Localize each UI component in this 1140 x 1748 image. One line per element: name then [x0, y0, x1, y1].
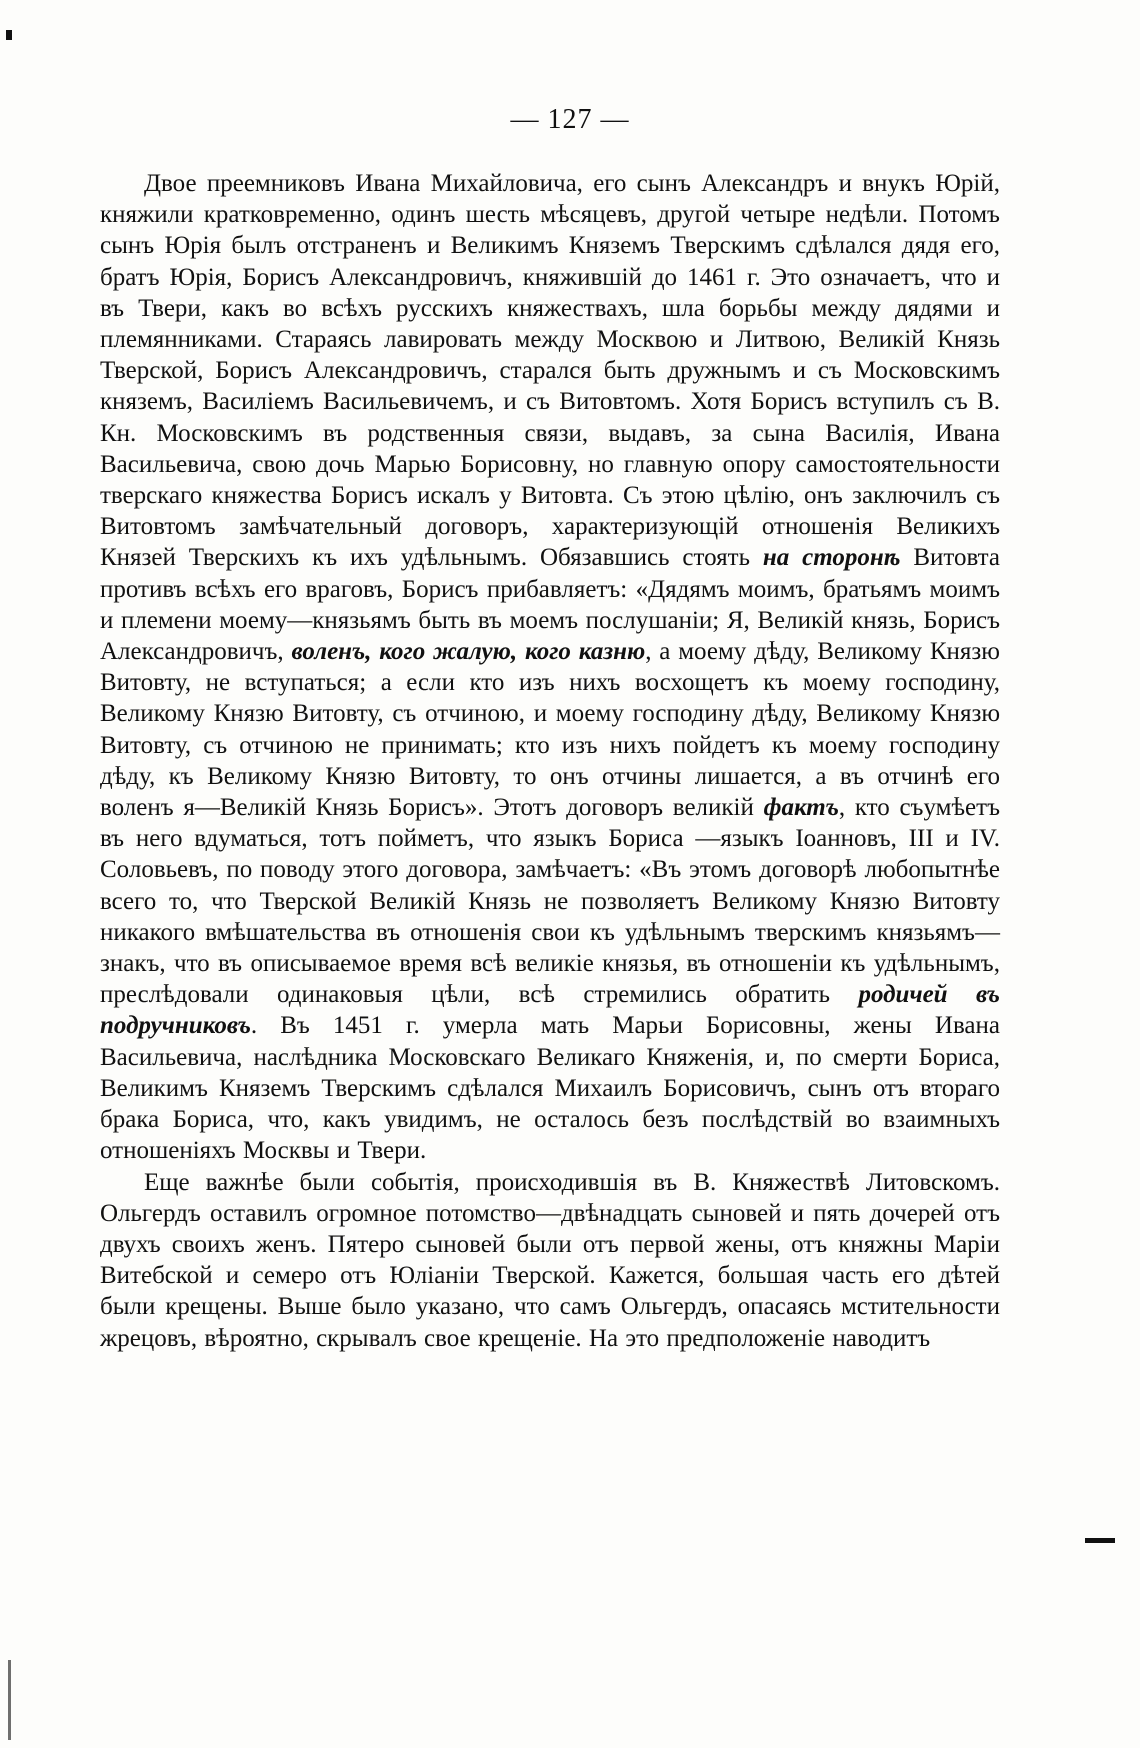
text-run: , а моему дѣду, Великому Князю Витовту, не вступаться; а если кто изъ нихъ восхощетъ къ моему господину, Великому Князю Витовту, съ отчиною, и моему господину дѣду, Великому Князю Витовту, съ отчиною не принимать; кто изъ нихъ пойдетъ къ моему господину дѣду, къ Великому Князю Витовту, то онъ отчины лишается, а въ отчинѣ его воленъ я—Великій Князь Борисъ». Этотъ договоръ великій [100, 638, 1000, 822]
scan-mark [6, 30, 12, 40]
emphasis-run: воленъ, кого жалую, кого казню [291, 638, 646, 666]
paragraph [100, 168, 1000, 1167]
emphasis-run: на сторонѣ [762, 544, 901, 572]
scan-mark [1085, 1538, 1115, 1543]
page-number: — 127 — [510, 104, 630, 135]
text-run: Еще важнѣе были событія, происходившія въ В. Княжествѣ Литовскомъ. Ольгердъ оставилъ огромное потомство—двѣнадцать сыновей и пять дочерей отъ двухъ своихъ женъ. Пятеро сыновей были отъ первой жены, отъ княжны Маріи Витебской и семеро отъ Юліаніи Тверской. Кажется, большая часть его дѣтей были крещены. Выше было указано, что самъ Ольгердъ, опасаясь мстительности жрецовъ, вѣроятно, скрывалъ свое крещеніе. На это предположеніе наводитъ [100, 1168, 1000, 1352]
body-text [100, 168, 1000, 1354]
emphasis-run: родичей въ подручниковъ [100, 981, 1000, 1040]
text-run: , кто съумѣетъ въ него вдуматься, тотъ пойметъ, что языкъ Бориса —языкъ Іоанновъ, III и IV. Соловьевъ, по поводу этого договора, замѣчаетъ: «Въ этомъ договорѣ любопытнѣе всего то, что Тверской Великій Князь не позволяетъ Великому Князю Витовту никакого вмѣшательства въ отношенія свои къ удѣльнымъ тверскимъ князьямъ—знакъ, что въ описываемое время всѣ великіе князья, въ отношеніи къ удѣльнымъ, преслѣдовали одинаковыя цѣли, всѣ стремились обратить [100, 794, 1000, 1009]
paragraph [100, 1167, 1000, 1354]
text-run: Витовта противъ всѣхъ его враговъ, Борисъ прибавляетъ: «Дядямъ моимъ, братьямъ моимъ и племени моему—князьямъ быть въ моемъ послушаніи; Я, Великій князь, Борисъ Александровичъ, [100, 544, 1000, 666]
scan-mark [8, 1660, 11, 1740]
text-run: . Въ 1451 г. умерла мать Марьи Борисовны, жены Ивана Васильевича, наслѣдника Московскаго Великаго Княженія, и, по смерти Бориса, Великимъ Княземъ Тверскимъ сдѣлался Михаилъ Борисовичъ, сынъ отъ втораго брака Бориса, что, какъ увидимъ, не осталось безъ послѣдствій во взаимныхъ отношеніяхъ Москвы и Твери. [100, 1012, 1000, 1165]
text-run: Двое преемниковъ Ивана Михайловича, его сынъ Александръ и внукъ Юрій, княжили кратковременно, одинъ шесть мѣсяцевъ, другой четыре недѣли. Потомъ сынъ Юрія былъ отстраненъ и Великимъ Княземъ Тверскимъ сдѣлался дядя его, братъ Юрія, Борисъ Александровичъ, княжившій до 1461 г. Это означаетъ, что и въ Твери, какъ во всѣхъ русскихъ княжествахъ, шла борьбы между дядями и племянниками. Стараясь лавировать между Москвою и Литвою, Великій Князь Тверской, Борисъ Александровичъ, старался быть дружнымъ и съ Московскимъ княземъ, Василіемъ Васильевичемъ, и съ Витовтомъ. Хотя Борисъ вступилъ съ В. Кн. Московскимъ въ родственныя связи, выдавъ, за сына Василія, Ивана Васильевича, свою дочь Марью Борисовну, но главную опору самостоятельности тверскаго княжества Борисъ искалъ у Витовта. Съ этою цѣлію, онъ заключилъ съ Витовтомъ замѣчательный договоръ, характеризующій отношенія Великихъ Князей Тверскихъ къ ихъ удѣльнымъ. Обязавшись стоять [100, 170, 1000, 572]
emphasis-run: фактъ [763, 794, 839, 822]
